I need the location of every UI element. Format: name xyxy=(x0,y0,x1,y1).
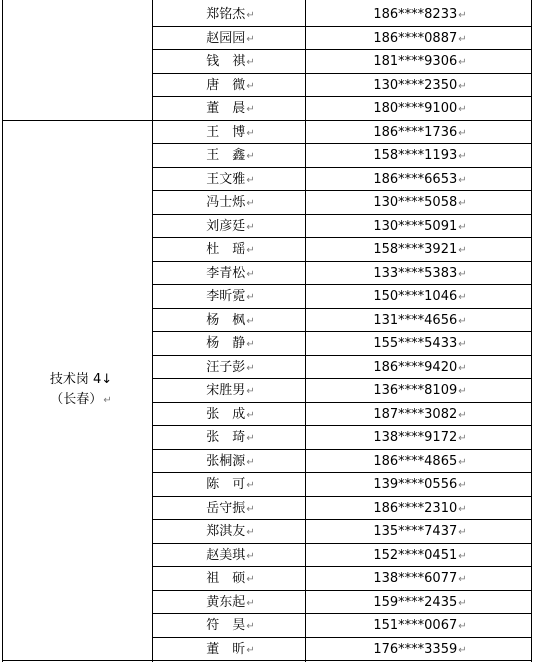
phone-number xyxy=(308,97,532,121)
phone-number-text: 186****8233 xyxy=(373,7,458,22)
table-row xyxy=(154,27,532,51)
paragraph-mark: ↵ xyxy=(246,456,255,468)
person-name xyxy=(154,356,307,380)
phone-number-text: 159****2435 xyxy=(373,594,458,610)
table-row xyxy=(154,614,532,638)
person-name xyxy=(154,215,307,239)
row-divider xyxy=(152,143,532,144)
paragraph-mark: ↵ xyxy=(246,33,255,45)
phone-number xyxy=(308,638,532,662)
person-name xyxy=(154,497,307,521)
paragraph-mark: ↵ xyxy=(458,10,467,21)
table-row xyxy=(154,403,532,427)
paragraph-mark: ↵ xyxy=(458,550,467,562)
phone-number-text: 151****0067 xyxy=(373,618,458,633)
phone-number xyxy=(308,473,532,497)
person-name xyxy=(154,544,307,568)
person-name-text: 杜 瑶 xyxy=(206,242,246,257)
table-row xyxy=(154,520,532,544)
person-name xyxy=(154,638,307,662)
phone-number xyxy=(308,497,532,521)
paragraph-mark: ↵ xyxy=(458,104,467,115)
phone-number xyxy=(308,50,532,74)
paragraph-mark: ↵ xyxy=(246,292,255,303)
table-row xyxy=(154,285,532,309)
person-name-text: 祖 硕 xyxy=(206,571,246,586)
table-row xyxy=(154,97,532,121)
person-name-text: 张 成 xyxy=(206,406,246,422)
person-name-text: 董 晨 xyxy=(206,101,246,116)
table-row xyxy=(154,121,532,145)
paragraph-mark: ↵ xyxy=(246,527,255,538)
phone-number-text: 186****9420 xyxy=(373,359,458,375)
phone-number-text: 130****5058 xyxy=(373,195,458,210)
paragraph-mark: ↵ xyxy=(246,409,255,421)
row-divider xyxy=(2,120,532,121)
phone-number xyxy=(308,356,532,380)
paragraph-mark: ↵ xyxy=(458,339,467,350)
person-name xyxy=(154,520,307,544)
phone-number xyxy=(308,121,532,145)
person-name xyxy=(154,567,307,591)
paragraph-mark: ↵ xyxy=(246,57,255,68)
person-name xyxy=(154,285,307,309)
row-divider xyxy=(152,190,532,191)
paragraph-mark: ↵ xyxy=(246,174,255,186)
phone-number-text: 139****0556 xyxy=(373,477,458,492)
table-row xyxy=(154,262,532,286)
paragraph-mark: ↵ xyxy=(246,10,255,21)
table-row xyxy=(154,168,532,192)
person-name-text: 钱 祺 xyxy=(206,54,246,69)
paragraph-mark: ↵ xyxy=(458,503,467,515)
phone-number xyxy=(308,144,532,168)
person-name-text: 张桐源 xyxy=(206,453,246,469)
phone-number xyxy=(308,3,532,27)
row-divider xyxy=(152,214,532,215)
person-name xyxy=(154,309,307,333)
table-row xyxy=(154,450,532,474)
row-divider xyxy=(152,331,532,332)
paragraph-mark: ↵ xyxy=(458,245,467,256)
paragraph-mark: ↵ xyxy=(458,597,467,609)
phone-number-text: 158****3921 xyxy=(373,242,458,257)
paragraph-mark: ↵ xyxy=(246,198,255,209)
paragraph-mark: ↵ xyxy=(458,174,467,186)
person-name-text: 董 昕 xyxy=(206,641,246,657)
row-divider xyxy=(152,519,532,520)
paragraph-mark: ↵ xyxy=(458,527,467,538)
phone-number-text: 186****4865 xyxy=(373,453,458,469)
person-name-text: 冯士烁 xyxy=(206,195,246,210)
person-name-text: 李青松 xyxy=(206,265,246,281)
row-divider xyxy=(152,637,532,638)
table-row xyxy=(154,356,532,380)
row-divider xyxy=(152,449,532,450)
paragraph-mark: ↵ xyxy=(246,574,255,585)
person-name xyxy=(154,74,307,98)
paragraph-mark: ↵ xyxy=(458,80,467,92)
table-row xyxy=(154,638,532,662)
person-name-text: 王文雅 xyxy=(206,171,246,187)
paragraph-mark: ↵ xyxy=(246,315,255,327)
row-divider xyxy=(152,49,532,50)
table-row xyxy=(154,379,532,403)
paragraph-mark: ↵ xyxy=(458,127,467,139)
person-name xyxy=(154,614,307,638)
phone-number xyxy=(308,27,532,51)
paragraph-mark: ↵ xyxy=(246,480,255,491)
paragraph-mark: ↵ xyxy=(246,386,255,397)
table-border-left xyxy=(2,0,3,662)
paragraph-mark: ↵ xyxy=(246,104,255,115)
person-name-text: 汪子彭 xyxy=(206,359,246,375)
person-name xyxy=(154,591,307,615)
phone-number xyxy=(308,332,532,356)
paragraph-mark: ↵ xyxy=(246,127,255,139)
person-name xyxy=(154,121,307,145)
person-name-text: 王 博 xyxy=(206,124,246,140)
paragraph-mark: ↵ xyxy=(246,339,255,350)
table-row xyxy=(154,144,532,168)
paragraph-mark: ↵ xyxy=(458,292,467,303)
person-name-text: 杨 静 xyxy=(206,336,246,351)
table-row xyxy=(154,191,532,215)
phone-number xyxy=(308,168,532,192)
phone-number xyxy=(308,191,532,215)
phone-number xyxy=(308,591,532,615)
paragraph-mark: ↵ xyxy=(458,315,467,327)
paragraph-mark: ↵ xyxy=(246,362,255,374)
phone-number-text: 186****2310 xyxy=(373,500,458,516)
group-label-line1: 技术岗 4↓ xyxy=(49,372,113,387)
table-row xyxy=(154,3,532,27)
row-divider xyxy=(152,566,532,567)
phone-number-text: 131****4656 xyxy=(373,312,458,328)
phone-number-text: 133****5383 xyxy=(373,265,458,281)
paragraph-mark: ↵ xyxy=(246,151,255,162)
phone-number-text: 186****0887 xyxy=(373,30,458,46)
person-name xyxy=(154,191,307,215)
row-divider xyxy=(152,472,532,473)
phone-number-text: 180****9100 xyxy=(373,101,458,116)
person-name xyxy=(154,332,307,356)
phone-number-text: 187****3082 xyxy=(373,406,458,422)
phone-number-text: 150****1046 xyxy=(373,289,458,304)
phone-number-text: 186****6653 xyxy=(373,171,458,187)
person-name xyxy=(154,144,307,168)
phone-number xyxy=(308,309,532,333)
person-name xyxy=(154,379,307,403)
paragraph-mark: ↵ xyxy=(458,433,467,444)
phone-number xyxy=(308,379,532,403)
person-name xyxy=(154,238,307,262)
group-label xyxy=(6,370,156,411)
person-name-text: 陈 可 xyxy=(206,477,246,492)
paragraph-mark: ↵ xyxy=(458,33,467,45)
phone-number-text: 136****8109 xyxy=(373,383,458,398)
phone-number xyxy=(308,74,532,98)
paragraph-mark: ↵ xyxy=(458,644,467,656)
row-divider xyxy=(2,660,532,661)
person-name xyxy=(154,262,307,286)
row-divider xyxy=(152,73,532,74)
paragraph-mark: ↵ xyxy=(458,57,467,68)
row-divider xyxy=(152,402,532,403)
phone-number xyxy=(308,426,532,450)
paragraph-mark: ↵ xyxy=(458,621,467,632)
phone-number xyxy=(308,614,532,638)
person-name xyxy=(154,97,307,121)
table-row xyxy=(154,309,532,333)
person-name-text: 黄东起 xyxy=(206,594,246,610)
paragraph-mark: ↵ xyxy=(458,221,467,233)
phone-number xyxy=(308,567,532,591)
paragraph-mark: ↵ xyxy=(246,221,255,233)
phone-number-text: 152****0451 xyxy=(373,547,458,563)
paragraph-mark: ↵ xyxy=(246,550,255,562)
phone-number-text: 176****3359 xyxy=(373,641,458,657)
paragraph-mark: ↵ xyxy=(246,80,255,92)
phone-number xyxy=(308,238,532,262)
phone-number xyxy=(308,450,532,474)
person-name-text: 宋胜男 xyxy=(206,383,246,398)
table-row xyxy=(154,426,532,450)
table-row xyxy=(154,50,532,74)
row-divider xyxy=(152,543,532,544)
paragraph-mark: ↵ xyxy=(246,503,255,515)
paragraph-mark: ↵ xyxy=(458,362,467,374)
phone-number xyxy=(308,262,532,286)
person-name xyxy=(154,168,307,192)
table-row xyxy=(154,591,532,615)
person-name xyxy=(154,473,307,497)
row-divider xyxy=(152,96,532,97)
paragraph-mark: ↵ xyxy=(458,574,467,585)
person-name-text: 郑淇友 xyxy=(206,524,246,539)
paragraph-mark: ↵ xyxy=(246,597,255,609)
paragraph-mark: ↵ xyxy=(246,644,255,656)
table-row xyxy=(154,238,532,262)
row-divider xyxy=(152,237,532,238)
person-name-text: 岳守振 xyxy=(206,500,246,516)
paragraph-mark: ↵ xyxy=(246,433,255,444)
person-name-text: 杨 枫 xyxy=(206,312,246,328)
person-name xyxy=(154,403,307,427)
phone-number-text: 181****9306 xyxy=(373,54,458,69)
paragraph-mark: ↵ xyxy=(458,268,467,280)
table-row xyxy=(154,473,532,497)
paragraph-mark: ↵ xyxy=(458,151,467,162)
table-row xyxy=(154,567,532,591)
paragraph-mark: ↵ xyxy=(458,386,467,397)
paragraph-mark: ↵ xyxy=(246,268,255,280)
phone-number-text: 130****5091 xyxy=(373,218,458,234)
person-name xyxy=(154,50,307,74)
person-name-text: 符 昊 xyxy=(206,618,246,633)
phone-number-text: 130****2350 xyxy=(373,77,458,93)
table-row xyxy=(154,215,532,239)
row-divider xyxy=(152,261,532,262)
person-name xyxy=(154,450,307,474)
person-name-text: 张 琦 xyxy=(206,430,246,445)
person-name-text: 李昕霓 xyxy=(206,289,246,304)
paragraph-mark: ↵ xyxy=(458,480,467,491)
person-name xyxy=(154,3,307,27)
row-divider xyxy=(152,590,532,591)
person-name-text: 刘彦廷 xyxy=(206,218,246,234)
contact-table xyxy=(2,0,532,662)
row-divider xyxy=(152,355,532,356)
group-label-line2: （长春）↵ xyxy=(50,392,112,407)
paragraph-mark: ↵ xyxy=(458,456,467,468)
row-divider xyxy=(152,425,532,426)
phone-number-text: 138****9172 xyxy=(373,430,458,445)
table-row xyxy=(154,544,532,568)
phone-number xyxy=(308,215,532,239)
row-divider xyxy=(152,308,532,309)
phone-number xyxy=(308,544,532,568)
table-row xyxy=(154,497,532,521)
phone-number xyxy=(308,520,532,544)
phone-number-text: 135****7437 xyxy=(373,524,458,539)
phone-number-text: 158****1193 xyxy=(373,148,458,163)
paragraph-mark: ↵ xyxy=(246,621,255,632)
row-divider xyxy=(152,26,532,27)
person-name-text: 王 鑫 xyxy=(206,148,246,163)
person-name-text: 赵美琪 xyxy=(206,547,246,563)
person-name-text: 唐 微 xyxy=(206,77,246,93)
row-divider xyxy=(152,284,532,285)
row-divider xyxy=(152,496,532,497)
person-name-text: 赵园园 xyxy=(206,30,246,46)
person-name xyxy=(154,426,307,450)
person-name xyxy=(154,27,307,51)
person-name-text: 郑铭杰 xyxy=(206,7,246,22)
phone-number xyxy=(308,403,532,427)
paragraph-mark: ↵ xyxy=(458,198,467,209)
paragraph-mark: ↵ xyxy=(246,245,255,256)
row-divider xyxy=(152,613,532,614)
table-row xyxy=(154,332,532,356)
table-row xyxy=(154,74,532,98)
row-divider xyxy=(152,167,532,168)
phone-number-text: 186****1736 xyxy=(373,124,458,140)
phone-number xyxy=(308,285,532,309)
row-divider xyxy=(152,378,532,379)
phone-number-text: 138****6077 xyxy=(373,571,458,586)
phone-number-text: 155****5433 xyxy=(373,336,458,351)
paragraph-mark: ↵ xyxy=(458,409,467,421)
